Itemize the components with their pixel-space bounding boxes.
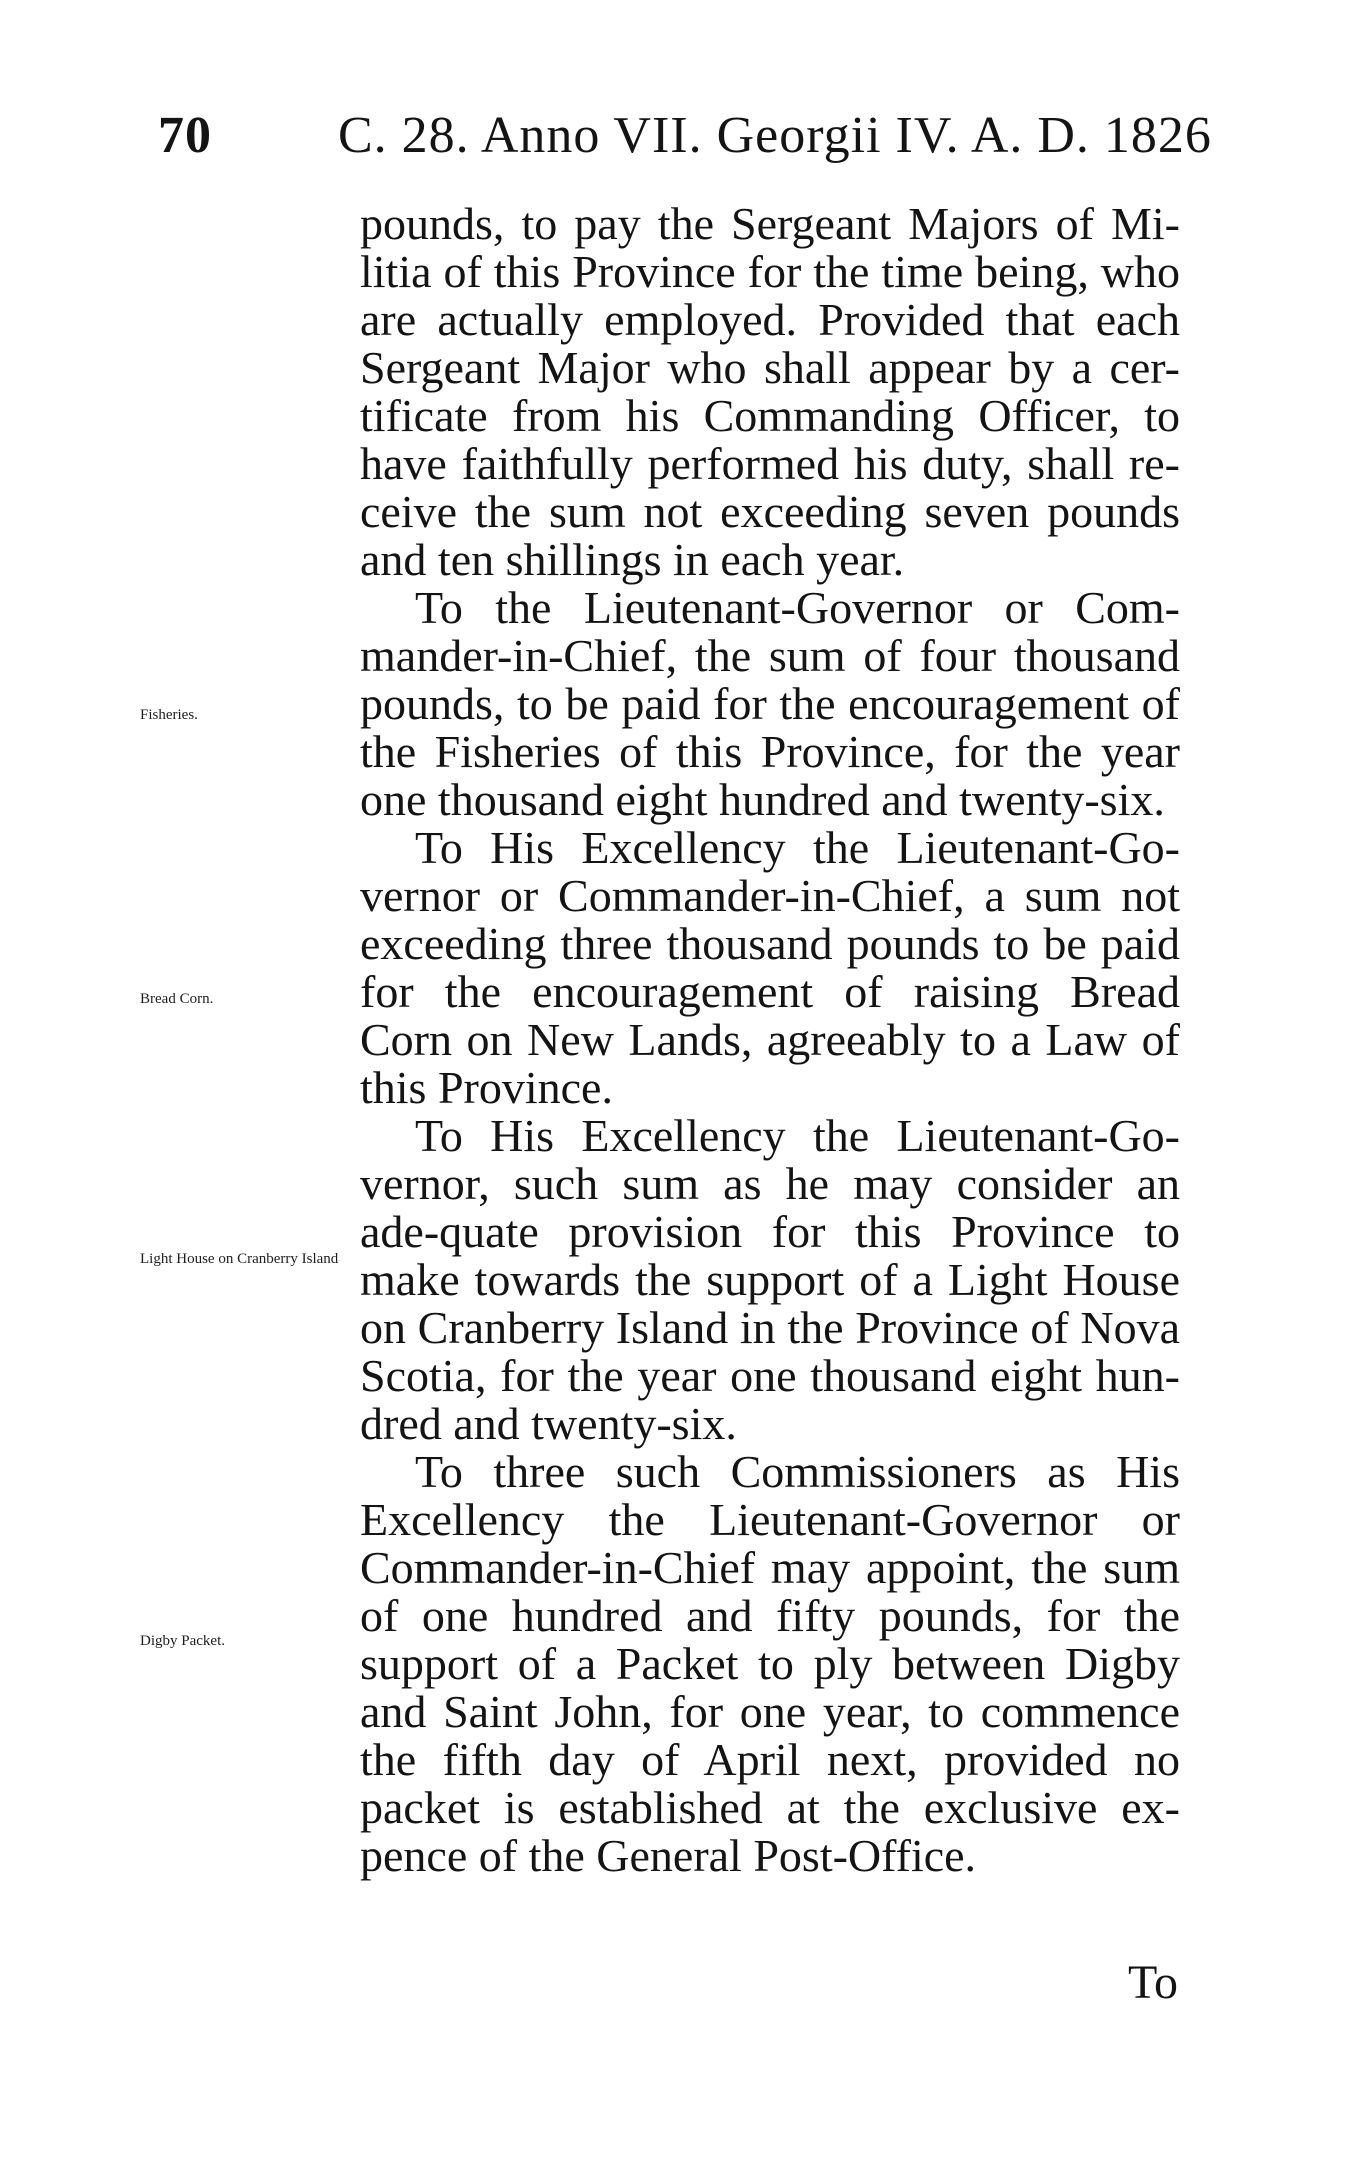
catchword: To [1128, 1956, 1178, 2009]
margin-note-digby-packet: Digby Packet. [140, 1633, 225, 1649]
margin-note-bread-corn: Bread Corn. [140, 991, 214, 1007]
page-header [158, 96, 1212, 176]
paragraph-light-house: To His Excellency the Lieutenant-Go-vernor, such sum as he may consider an ade-quate provision for this Province to make towards the support of a Light House on Cranberry Island in the Province of Nova Scotia, for the year one thousand eight hun-dred and twenty-six. [360, 1110, 1180, 1449]
margin-note-light-house: Light House on Cranberry Island [140, 1251, 339, 1267]
paragraph-bread-corn: To His Excellency the Lieutenant-Go-vernor or Commander-in-Chief, a sum not exceeding three thousand pounds to be paid for the encouragement of raising Bread Corn on New Lands, agreeably to a Law of this Province. [360, 822, 1180, 1113]
page-number: 70 [158, 107, 212, 164]
margin-note-fisheries: Fisheries. [140, 707, 198, 723]
running-head: C. 28. Anno VII. Georgii IV. A. D. 1826 [338, 107, 1212, 164]
body-text [360, 200, 1180, 1880]
paragraph-fisheries: To the Lieutenant-Governor or Com-mander-in-Chief, the sum of four thousand pounds, to be paid for the encouragement of the Fisheries of this Province, for the year one thousand eight hundred and twenty-six. [360, 582, 1180, 825]
paragraph-digby-packet: To three such Commissioners as His Excellency the Lieutenant-Governor or Commander-in-Chief may appoint, the sum of one hundred and fifty pounds, for the support of a Packet to ply between Digby and Saint John, for one year, to commence the fifth day of April next, provided no packet is established at the exclusive ex-pence of the General Post-Office. [360, 1446, 1180, 1881]
paragraph-sergeant-majors: pounds, to pay the Sergeant Majors of Mi-litia of this Province for the time being, who are actually employed. Provided that each Sergeant Major who shall appear by a cer-tificate from his Commanding Officer, to have faithfully performed his duty, shall re-ceive the sum not exceeding seven pounds and ten shillings in each year. [360, 198, 1180, 585]
